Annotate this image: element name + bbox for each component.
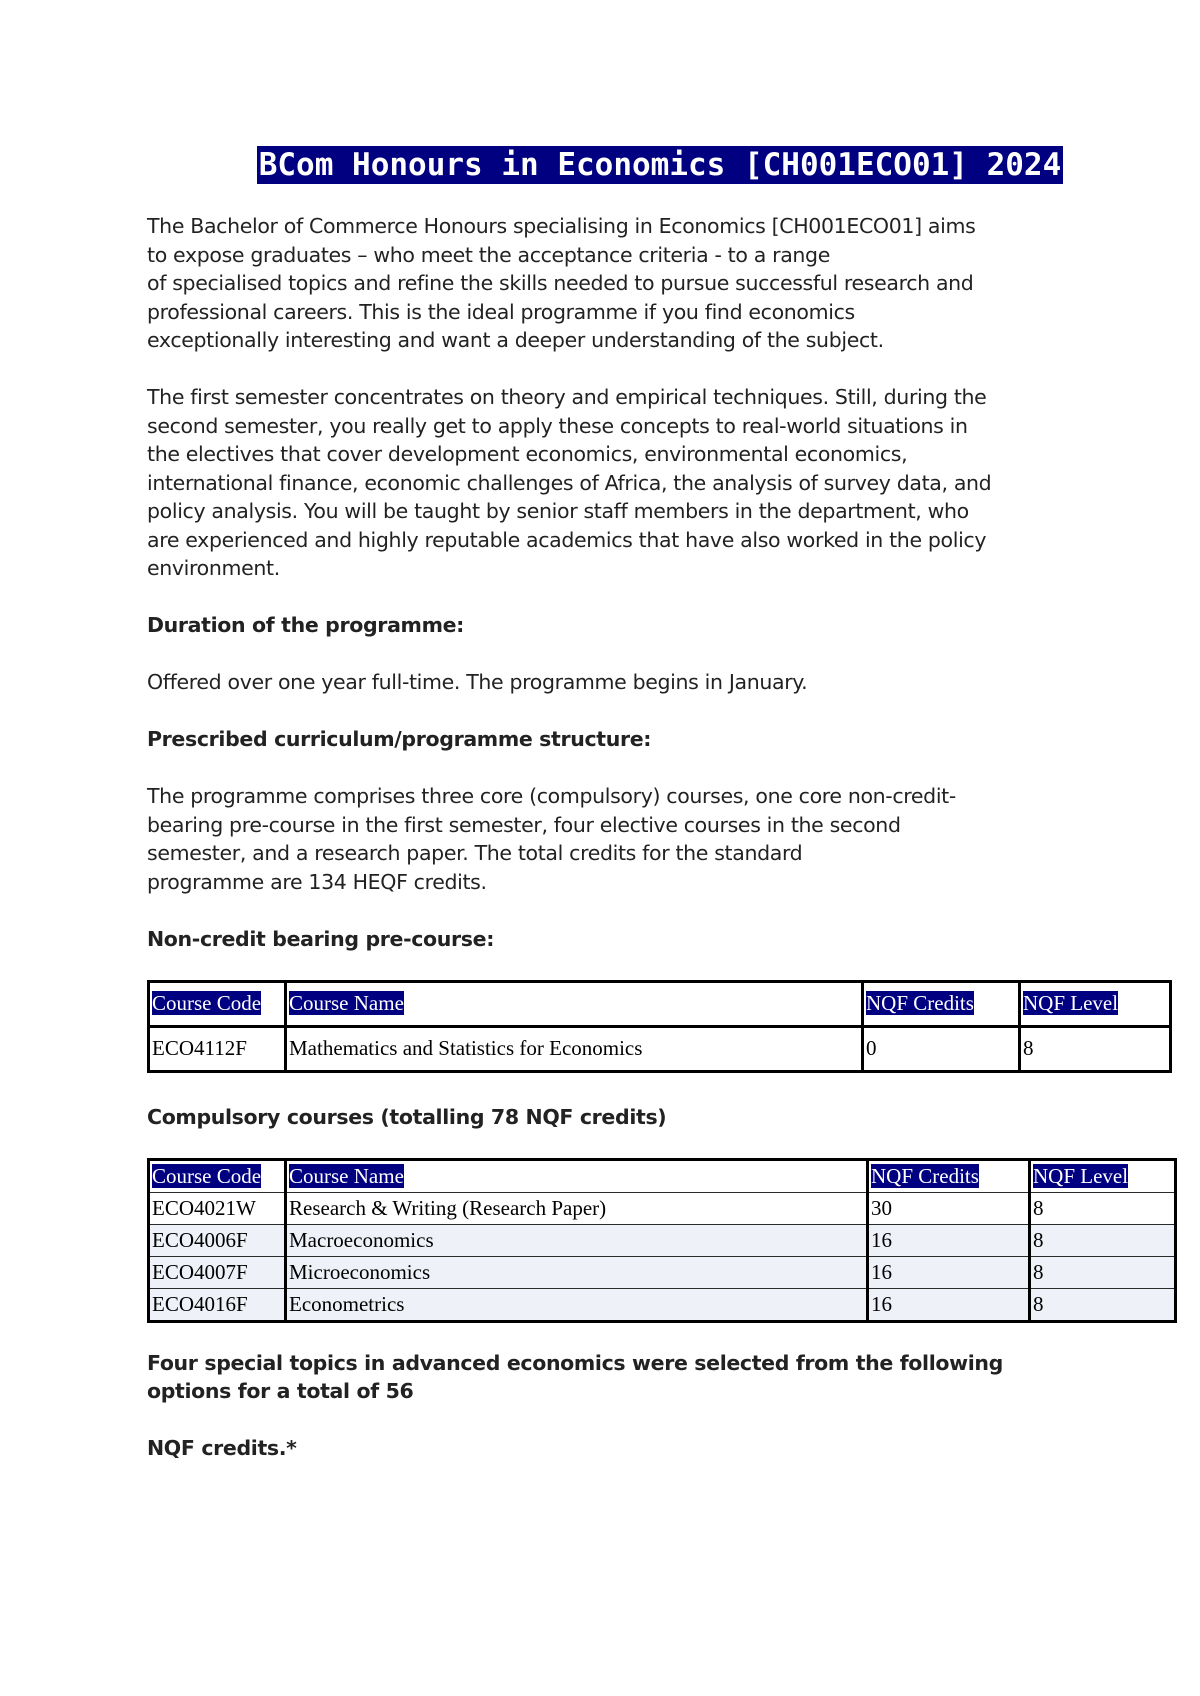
title-wrap (147, 146, 1177, 184)
paragraph-line: the electives that cover development economics, environmental economics, (147, 442, 908, 466)
duration-heading: Duration of the programme: (147, 613, 464, 637)
table-cell: 16 (868, 1288, 1030, 1321)
table-cell: 30 (868, 1192, 1030, 1224)
special-topics-heading (147, 1349, 1177, 1406)
table-header-row (149, 981, 1171, 1026)
table-cell: Microeconomics (286, 1256, 868, 1288)
intro-paragraph (147, 212, 1177, 355)
compulsory-table (147, 1158, 1177, 1323)
paragraph-line: exceptionally interesting and want a deeper understanding of the subject. (147, 328, 884, 352)
table-row (149, 1026, 1171, 1071)
paragraph-line: programme are 134 HEQF credits. (147, 869, 487, 894)
table-row (149, 1256, 1176, 1288)
table-cell: ECO4112F (149, 1026, 286, 1071)
table-cell: 16 (868, 1224, 1030, 1256)
table-cell: 8 (1030, 1288, 1176, 1321)
table-cell: ECO4016F (149, 1288, 286, 1321)
header-cell: Course Name (286, 981, 863, 1026)
semester-paragraph (147, 383, 1177, 583)
table-cell: 8 (1030, 1192, 1176, 1224)
header-cell: NQF Level (1030, 1159, 1176, 1192)
table-row (149, 1224, 1176, 1256)
header-cell: Course Code (149, 1159, 286, 1192)
paragraph-line: The first semester concentrates on theory and empirical techniques. Still, during the (147, 385, 987, 409)
header-cell: NQF Credits (868, 1159, 1030, 1192)
paragraph-line: environment. (147, 556, 280, 580)
table-cell: Research & Writing (Research Paper) (286, 1192, 868, 1224)
duration-text (147, 668, 1177, 697)
paragraph-line: international finance, economic challenges of Africa, the analysis of survey data, and (147, 470, 992, 495)
paragraph-line: policy analysis. You will be taught by senior staff members in the department, who (147, 499, 969, 523)
paragraph-line: bearing pre-course in the first semester, four elective courses in the second (147, 812, 901, 837)
curriculum-paragraph (147, 782, 1177, 896)
table-cell: 8 (1020, 1026, 1171, 1071)
table-cell: Macroeconomics (286, 1224, 868, 1256)
paragraph-line: to expose graduates – who meet the acceptance criteria - to a range (147, 242, 830, 267)
curriculum-heading: Prescribed curriculum/programme structure: (147, 727, 652, 751)
header-cell: NQF Credits (863, 981, 1020, 1026)
table-cell: ECO4006F (149, 1224, 286, 1256)
table-header-row (149, 1159, 1176, 1192)
precourse-table (147, 980, 1172, 1073)
precourse-heading: Non-credit bearing pre-course: (147, 926, 495, 951)
document-page (147, 146, 1177, 1491)
table-cell: 8 (1030, 1224, 1176, 1256)
compulsory-heading: Compulsory courses (totalling 78 NQF credits) (147, 1104, 667, 1129)
page-title: BCom Honours in Economics [CH001ECO01] 2024 (258, 147, 1062, 183)
table-cell: Mathematics and Statistics for Economics (286, 1026, 863, 1071)
paragraph-line: professional careers. This is the ideal programme if you find economics (147, 299, 855, 324)
table-cell: ECO4021W (149, 1192, 286, 1224)
heading-line: options for a total of 56 (147, 1379, 414, 1403)
header-cell: Course Name (286, 1159, 868, 1192)
table-cell: 16 (868, 1256, 1030, 1288)
table-row (149, 1288, 1176, 1321)
header-cell: NQF Level (1020, 981, 1171, 1026)
table-cell: 0 (863, 1026, 1020, 1071)
paragraph-line: second semester, you really get to apply these concepts to real-world situations in (147, 413, 968, 438)
paragraph-line: semester, and a research paper. The total credits for the standard (147, 841, 803, 865)
paragraph-line: The programme comprises three core (compulsory) courses, one core non-credit- (147, 784, 956, 808)
paragraph-line: are experienced and highly reputable academics that have also worked in the policy (147, 527, 987, 552)
paragraph-line: Offered over one year full-time. The programme begins in January. (147, 670, 808, 694)
table-cell: 8 (1030, 1256, 1176, 1288)
table-cell: ECO4007F (149, 1256, 286, 1288)
header-cell: Course Code (149, 981, 286, 1026)
table-row (149, 1192, 1176, 1224)
table-cell: Econometrics (286, 1288, 868, 1321)
heading-line: Four special topics in advanced economics were selected from the following (147, 1350, 1003, 1375)
paragraph-line: The Bachelor of Commerce Honours specialising in Economics [CH001ECO01] aims (147, 214, 976, 238)
paragraph-line: of specialised topics and refine the skills needed to pursue successful research and (147, 271, 974, 295)
nqf-credits-heading: NQF credits.* (147, 1436, 297, 1460)
